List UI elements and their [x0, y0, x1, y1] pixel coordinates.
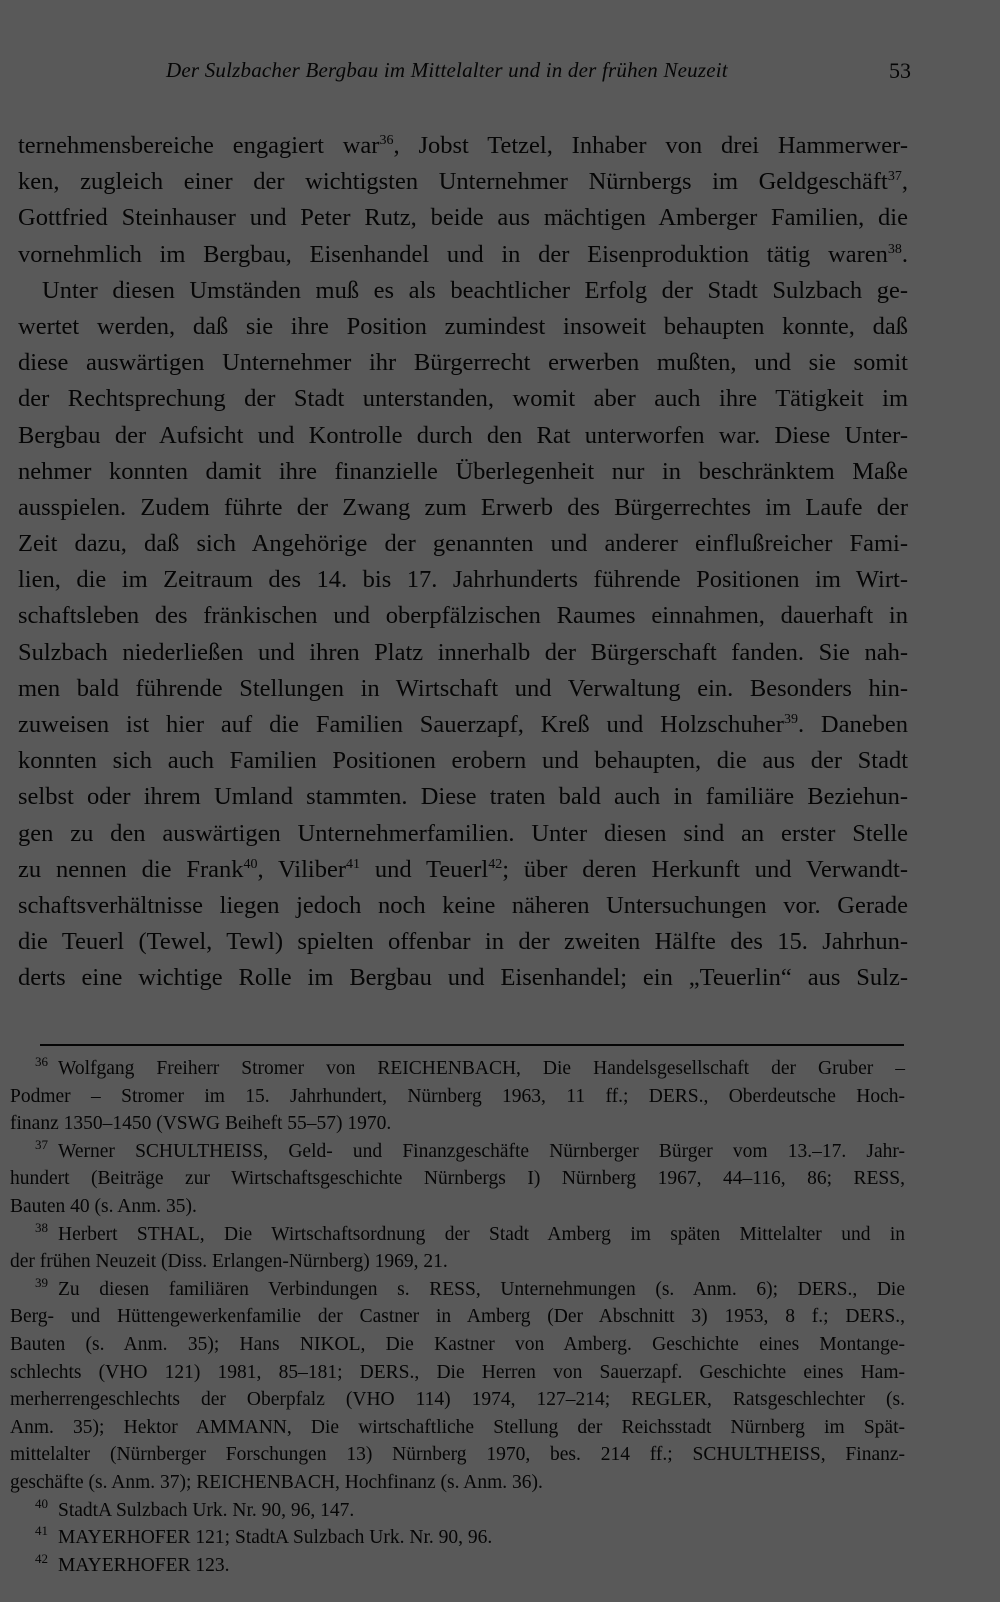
footnote-number: 41 — [35, 1523, 48, 1539]
body-text-run: konnten sich auch Familien Positionen erobern und behaupten, die aus der Stadt — [18, 747, 908, 775]
body-text-run: , Viliber — [257, 855, 346, 883]
footnote-reference: 39 — [783, 712, 798, 727]
body-text-run: ternehmensbereiche engagiert war — [18, 132, 380, 159]
footnote-line — [10, 1414, 905, 1442]
body-line — [18, 418, 908, 454]
body-text-run: derts eine wichtige Rolle im Bergbau und Eisenhandel; ein „Teuerlin“ aus Sulz- — [18, 964, 908, 992]
footnote-text: merherrengeschlechts der Oberpfalz (VHO 114) 1974, 127–214; REGLER, Ratsgeschlechter (s. — [10, 1389, 905, 1411]
body-line — [18, 490, 908, 526]
footnote-line — [10, 1359, 905, 1387]
footnote-text: Berg- und Hüttengewerkenfamilie der Castner in Amberg (Der Abschnitt 3) 1953, 8 f.; DERS., — [10, 1306, 905, 1328]
footnote-text: hundert (Beiträge zur Wirtschaftsgeschichte Nürnbergs I) Nürnberg 1967, 44–116, 86; RESS, — [10, 1168, 905, 1190]
body-text-run: schaftsverhältnisse liegen jedoch noch keine näheren Untersuchungen vor. Gerade — [18, 891, 908, 919]
footnote-text: StadtA Sulzbach Urk. Nr. 90, 96, 147. — [58, 1499, 355, 1521]
footnote-line — [10, 1469, 905, 1497]
footnote-line — [10, 1193, 905, 1221]
footnote-line — [10, 1386, 905, 1414]
body-text-run: zu nennen die Frank — [18, 855, 244, 883]
body-text-run: Gottfried Steinhauser und Peter Rutz, beide aus mächtigen Amberger Familien, die — [18, 204, 908, 232]
footnote-line — [10, 1083, 905, 1111]
footnote-text: der frühen Neuzeit (Diss. Erlangen-Nürnberg) 1969, 21. — [10, 1251, 448, 1273]
body-line — [18, 816, 908, 852]
body-line — [18, 273, 908, 309]
footnote-text: mittelalter (Nürnberger Forschungen 13) Nürnberg 1970, bes. 214 ff.; SCHULTHEISS, Finanz- — [10, 1444, 905, 1466]
footnote-number: 42 — [35, 1550, 48, 1566]
running-head: Der Sulzbacher Bergbau im Mittelalter und in der frühen Neuzeit — [166, 58, 728, 82]
body-line — [18, 888, 908, 924]
footnote-reference: 40 — [243, 856, 258, 872]
body-line — [18, 779, 908, 815]
footnote-reference: 38 — [887, 241, 902, 257]
body-text-run: ausspielen. Zudem führte der Zwang zum Erwerb des Bürgerrechtes im Laufe der — [18, 493, 908, 521]
page-number: 53 — [889, 58, 911, 83]
footnote-start — [10, 1221, 905, 1249]
body-line — [18, 707, 908, 743]
body-text-run: nehmer konnten damit ihre finanzielle Überlegenheit nur in beschränktem Maße — [18, 457, 908, 485]
footnote-number: 39 — [35, 1274, 48, 1290]
body-line — [18, 200, 908, 236]
body-text-run: Sulzbach niederließen und ihren Platz innerhalb der Bürgerschaft fanden. Sie nah- — [18, 638, 908, 666]
body-text-run: gen zu den auswärtigen Unternehmerfamilien. Unter diesen sind an erster Stelle — [18, 819, 908, 847]
footnote-text: Werner SCHULTHEISS, Geld- und Finanzgeschäfte Nürnberger Bürger vom 13.–17. Jahr- — [58, 1140, 905, 1162]
footnote-rule — [40, 1044, 904, 1046]
body-line — [18, 128, 908, 164]
footnote-text: MAYERHOFER 123. — [58, 1554, 230, 1576]
body-text-run: vornehmlich im Bergbau, Eisenhandel und in der Eisenproduktion tätig waren — [18, 240, 888, 268]
body-line — [18, 164, 908, 200]
footnote-start — [10, 1552, 905, 1580]
footnote-text: schlechts (VHO 121) 1981, 85–181; DERS., Die Herren von Sauerzapf. Geschichte eines Ham- — [10, 1361, 905, 1383]
body-text-run: Bergbau der Aufsicht und Kontrolle durch den Rat unterworfen war. Diese Unter- — [18, 421, 908, 449]
footnote-text: Wolfgang Freiherr Stromer von REICHENBACH, Die Handelsgesellschaft der Gruber – — [58, 1058, 905, 1079]
footnote-line — [10, 1248, 905, 1276]
footnote-start — [10, 1276, 905, 1304]
footnote-text: Zu diesen familiären Verbindungen s. RESS, Unternehmungen (s. Anm. 6); DERS., Die — [58, 1278, 905, 1300]
body-text-run: der Rechtsprechung der Stadt unterstanden, womit aber auch ihre Tätigkeit im — [18, 385, 908, 413]
body-line — [18, 671, 908, 707]
body-text-run: und Teuerl — [359, 855, 489, 883]
body-line — [18, 960, 908, 996]
body-text-run: ; über deren Herkunft und Verwandt- — [502, 855, 909, 883]
body-line — [18, 852, 908, 888]
footnote-line — [10, 1110, 905, 1138]
footnote-text: geschäfte (s. Anm. 37); REICHENBACH, Hochfinanz (s. Anm. 36). — [10, 1471, 543, 1493]
body-text-run: schaftsleben des fränkischen und oberpfälzischen Raumes einnahmen, dauerhaft in — [18, 602, 908, 630]
footnote-start — [10, 1138, 905, 1166]
footnote-line — [10, 1441, 905, 1469]
body-text-run: zuweisen ist hier auf die Familien Sauerzapf, Kreß und Holzschuher — [18, 711, 784, 738]
body-line — [18, 381, 908, 417]
body-line — [18, 237, 908, 273]
footnotes — [10, 1055, 905, 1579]
body-text-run: , — [901, 168, 908, 196]
body-text-run: Zeit dazu, daß sich Angehörige der genannten und anderer einflußreicher Fami- — [18, 530, 908, 558]
body-text-run: wertet werden, daß sie ihre Position zumindest insoweit behaupten konnte, daß — [18, 312, 908, 340]
body-line — [18, 345, 908, 381]
body-line — [18, 526, 908, 562]
body-text-run: Unter diesen Umständen muß es als beachtlicher Erfolg der Stadt Sulzbach ge- — [42, 276, 908, 304]
footnote-text: Podmer – Stromer im 15. Jahrhundert, Nürnberg 1963, 11 ff.; DERS., Oberdeutsche Hoch- — [10, 1085, 905, 1107]
body-text-run: men bald führende Stellungen in Wirtschaft und Verwaltung ein. Besonders hin- — [18, 674, 908, 702]
footnote-reference: 42 — [488, 856, 503, 872]
footnote-reference: 37 — [887, 169, 902, 185]
body-line — [18, 924, 908, 960]
body-line — [18, 598, 908, 634]
footnote-start — [10, 1497, 905, 1525]
body-line — [18, 743, 908, 779]
footnote-text: finanz 1350–1450 (VSWG Beiheft 55–57) 1970. — [10, 1113, 392, 1135]
body-text-run: die Teuerl (Tewel, Tewl) spielten offenbar in der zweiten Hälfte des 15. Jahrhun- — [18, 928, 908, 956]
footnote-reference: 36 — [379, 133, 394, 148]
footnote-line — [10, 1165, 905, 1193]
footnote-text: Anm. 35); Hektor AMMANN, Die wirtschaftliche Stellung der Reichsstadt Nürnberg im Spät- — [10, 1416, 905, 1438]
footnote-number: 38 — [35, 1219, 48, 1235]
body-line — [18, 635, 908, 671]
footnote-start — [10, 1524, 905, 1552]
body-text-run: , Jobst Tetzel, Inhaber von drei Hammerwer- — [393, 132, 908, 159]
footnote-text: Bauten (s. Anm. 35); Hans NIKOL, Die Kastner von Amberg. Geschichte eines Montange- — [10, 1333, 905, 1355]
body-text-run: selbst oder ihrem Umland stammten. Diese traten bald auch in familiäre Beziehun- — [18, 783, 908, 811]
body-text-run: . — [901, 240, 908, 268]
footnote-reference: 41 — [345, 856, 360, 872]
body-line — [18, 454, 908, 490]
body-line — [18, 309, 908, 345]
footnote-number: 36 — [35, 1054, 48, 1069]
footnote-text: Herbert STHAL, Die Wirtschaftsordnung der Stadt Amberg im späten Mittelalter und in — [58, 1223, 905, 1245]
body-text — [18, 128, 908, 997]
footnote-line — [10, 1331, 905, 1359]
body-line — [18, 562, 908, 598]
footnote-text: Bauten 40 (s. Anm. 35). — [10, 1195, 197, 1217]
footnote-number: 40 — [35, 1495, 48, 1511]
footnote-text: MAYERHOFER 121; StadtA Sulzbach Urk. Nr. 90, 96. — [58, 1527, 493, 1549]
footnote-number: 37 — [35, 1136, 48, 1152]
page-header — [166, 58, 911, 94]
footnote-line — [10, 1303, 905, 1331]
footnote-start — [10, 1055, 905, 1083]
body-text-run: diese auswärtigen Unternehmer ihr Bürgerrecht erwerben mußten, und sie somit — [18, 349, 908, 377]
body-text-run: . Daneben — [797, 711, 908, 738]
body-text-run: lien, die im Zeitraum des 14. bis 17. Jahrhunderts führende Positionen im Wirt- — [18, 566, 908, 594]
body-text-run: ken, zugleich einer der wichtigsten Unternehmer Nürnbergs im Geldgeschäft — [18, 168, 888, 196]
